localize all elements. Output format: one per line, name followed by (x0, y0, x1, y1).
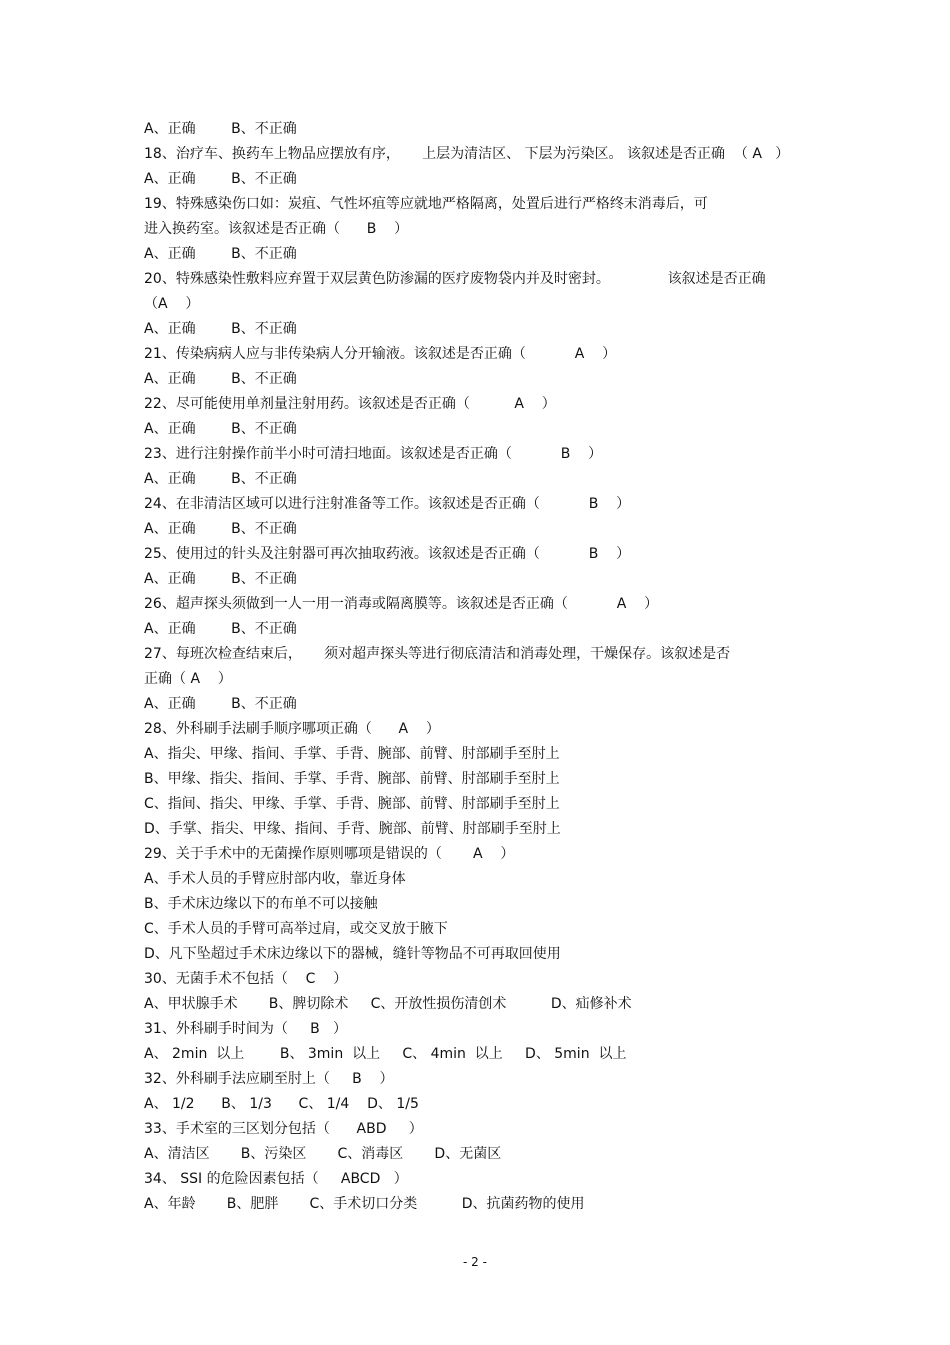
text-line: A、正确 B、不正确 (144, 521, 297, 537)
text-line: A、正确 B、不正确 (144, 621, 297, 637)
question-27: 27、每班次检查结束后， 须对超声探头等进行彻底清洁和消毒处理，干燥保存。该叙述是否 (144, 646, 731, 662)
page-number: - 2 - (463, 1255, 487, 1269)
question-31: 31、外科刷手时间为（ B ） (144, 1021, 348, 1037)
question-25: 25、使用过的针头及注射器可再次抽取药液。该叙述是否正确（ B ） (144, 546, 631, 562)
option-b: B、手术床边缘以下的布单不可以接触 (144, 896, 378, 912)
text-line: A、正确 B、不正确 (144, 571, 297, 587)
options-line: A、甲状腺手术 B、脾切除术 C、开放性损伤清创术 D、疝修补术 (144, 996, 632, 1012)
question-26: 26、超声探头须做到一人一用一消毒或隔离膜等。该叙述是否正确（ A ） (144, 596, 659, 612)
question-22: 22、尽可能使用单剂量注射用药。该叙述是否正确（ A ） (144, 396, 556, 412)
question-20: 20、特殊感染性敷料应弃置于双层黄色防渗漏的医疗废物袋内并及时密封。 该叙述是否正确 (144, 271, 766, 287)
text-line: A、正确 B、不正确 (144, 371, 297, 387)
options-line: A、 1/2 B、 1/3 C、 1/4 D、 1/5 (144, 1096, 419, 1112)
text-line: A、正确 B、不正确 (144, 471, 297, 487)
question-29: 29、关于手术中的无菌操作原则哪项是错误的（ A ） (144, 846, 515, 862)
question-18: 18、治疗车、换药车上物品应摆放有序， 上层为清洁区、 下层为污染区。 该叙述是否正确 （ A ） (144, 146, 790, 162)
question-23: 23、进行注射操作前半小时可清扫地面。该叙述是否正确（ B ） (144, 446, 603, 462)
question-21: 21、传染病病人应与非传染病人分开输液。该叙述是否正确（ A ） (144, 346, 617, 362)
options-line: A、 2min 以上 B、 3min 以上 C、 4min 以上 D、 5min 以上 (144, 1046, 627, 1062)
text-line: A、正确 B、不正确 (144, 121, 297, 137)
options-line: A、年龄 B、肥胖 C、手术切口分类 D、抗菌药物的使用 (144, 1196, 585, 1212)
text-line: A、正确 B、不正确 (144, 171, 297, 187)
text-line: A、正确 B、不正确 (144, 421, 297, 437)
option-a: A、手术人员的手臂应肘部内收，靠近身体 (144, 871, 406, 887)
question-32: 32、外科刷手法应刷至肘上（ B ） (144, 1071, 394, 1087)
option-c: C、指间、指尖、甲缘、手掌、手背、腕部、前臂、肘部刷手至肘上 (144, 796, 560, 812)
text-line: A、正确 B、不正确 (144, 321, 297, 337)
text-line: A、正确 B、不正确 (144, 246, 297, 262)
text-line: （A ） (144, 296, 200, 312)
question-28: 28、外科刷手法刷手顺序哪项正确（ A ） (144, 721, 440, 737)
option-d: D、手掌、指尖、甲缘、指间、手背、腕部、前臂、肘部刷手至肘上 (144, 821, 561, 837)
document-body (144, 117, 824, 1217)
text-line: 进入换药室。该叙述是否正确（ B ） (144, 221, 409, 237)
question-19: 19、特殊感染伤口如：炭疽、气性坏疽等应就地严格隔离，处置后进行严格终末消毒后，可 (144, 196, 708, 212)
question-30: 30、无菌手术不包括（ C ） (144, 971, 348, 987)
options-line: A、清洁区 B、污染区 C、消毒区 D、无菌区 (144, 1146, 502, 1162)
text-line: 正确（ A ） (144, 671, 232, 687)
option-b: B、甲缘、指尖、指间、手掌、手背、腕部、前臂、肘部刷手至肘上 (144, 771, 560, 787)
text-line: A、正确 B、不正确 (144, 696, 297, 712)
option-d: D、凡下坠超过手术床边缘以下的器械，缝针等物品不可再取回使用 (144, 946, 561, 962)
question-33: 33、手术室的三区划分包括（ ABD ） (144, 1121, 423, 1137)
question-24: 24、在非清洁区域可以进行注射准备等工作。该叙述是否正确（ B ） (144, 496, 631, 512)
option-a: A、指尖、甲缘、指间、手掌、手背、腕部、前臂、肘部刷手至肘上 (144, 746, 560, 762)
question-34: 34、 SSI 的危险因素包括（ ABCD ） (144, 1171, 408, 1187)
option-c: C、手术人员的手臂可高举过肩，或交叉放于腋下 (144, 921, 448, 937)
